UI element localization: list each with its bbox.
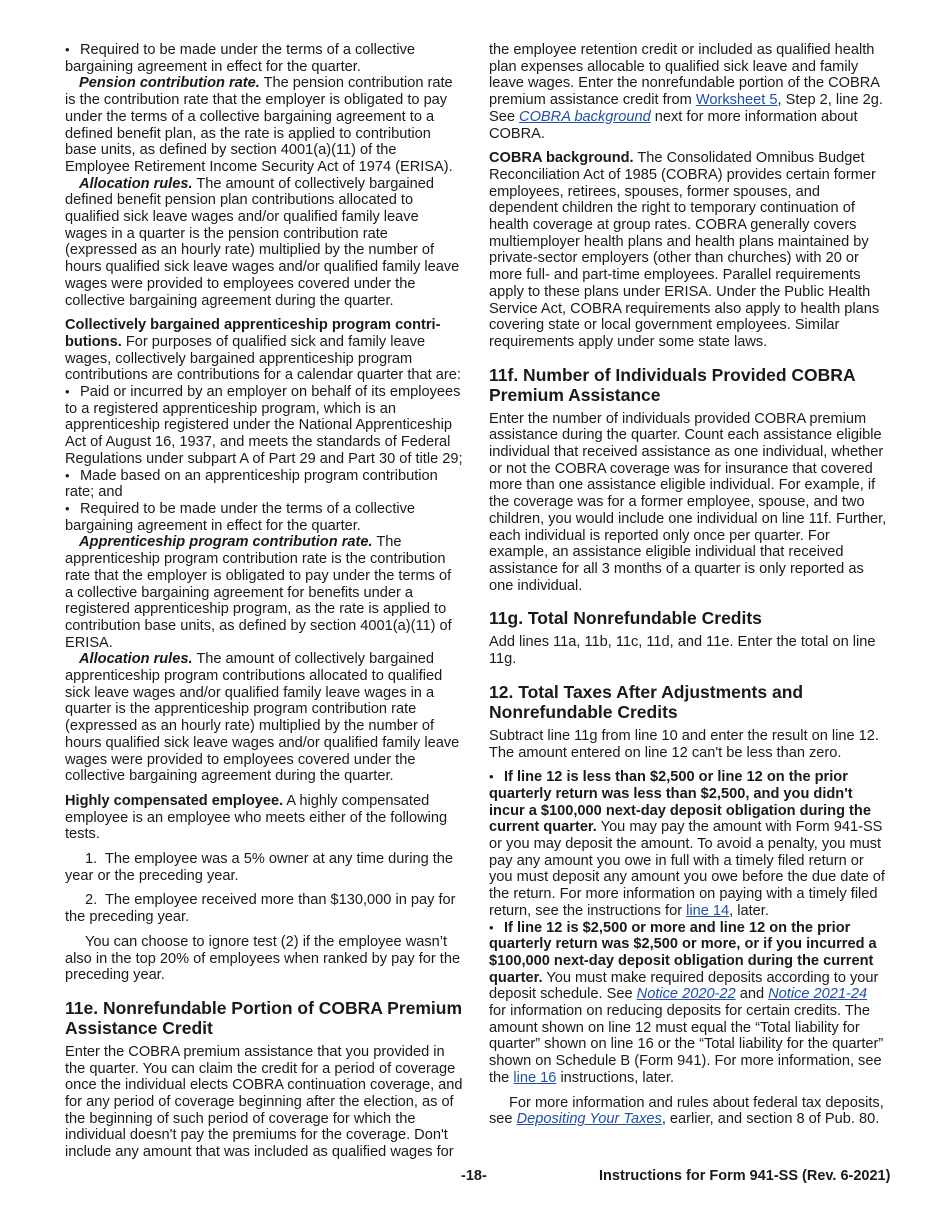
link-notice-2020-22[interactable]: Notice 2020-22: [636, 986, 736, 1003]
more-info-deposits: For more information and rules about federal tax deposits, see Depositing Your Taxes, earlier, and section 8 of Pub. 80.: [489, 1094, 884, 1128]
page-number: -18-: [461, 1168, 487, 1184]
link-worksheet-5[interactable]: Worksheet 5: [695, 92, 778, 109]
heading-11e: 11e. Nonrefundable Portion of COBRA Premium Assistance Credit: [65, 997, 463, 1038]
link-notice-2021-24[interactable]: Notice 2021-24: [768, 986, 868, 1003]
link-line-14[interactable]: line 14: [686, 902, 730, 919]
test-2: 2. The employee received more than $130,000 in pay for the preceding year.: [65, 892, 456, 926]
text-11f: Enter the number of individuals provided COBRA premium assistance during the quarter. Count each assistance eligible individual that received assistance as one individual, whether or not the COBRA coverage was for insurance that covered more than one assistance eligible individual. For example, if the coverage was for a former employee, spouse, and two children, you would include one individual on line 11f. Further, each individual is reported only once per quarter. For example, an assistance eligible individual that received assistance for all 3 months of a quarter is only reported as one individual.: [489, 410, 887, 594]
heading-12: 12. Total Taxes After Adjustments and Nonrefundable Credits: [489, 681, 804, 722]
footer-title: Instructions for Form 941-SS (Rev. 6-2021): [599, 1168, 891, 1184]
text-12: Subtract line 11g from line 10 and enter the result on line 12. The amount entered on line 12 can't be less than zero.: [489, 727, 879, 761]
link-cobra-background[interactable]: COBRA background: [519, 108, 651, 125]
bullet-less-than-2500: • If line 12 is less than $2,500 or line 12 on the prior quarterly return was less than $2,500, and you didn't incur a $100,000 next-day deposit obligation during the current quarter. You may pay the amount with Form 941-SS or you may deposit the amount. To avoid a penalty, you must pay any amount you owe in full with a timely filed return or you must deposit any amount you owe before the due date of the return. For more information on paying with a timely filed return, see the instructions for line 14, later.: [489, 769, 887, 919]
bullet-made-based: • Made based on an apprenticeship program contribution rate; and: [65, 468, 463, 501]
left-column: [65, 42, 463, 1161]
bullet-required-terms-2: • Required to be made under the terms of a collective bargaining agreement in effect for the quarter.: [65, 501, 463, 534]
apprenticeship-contributions: Collectively bargained apprenticeship program contri-butions. For purposes of qualified sick and family leave wages, collectively bargained apprenticeship program contributions are contributions for a calendar quarter that are:: [65, 317, 461, 384]
heading-11f: 11f. Number of Individuals Provided COBRA Premium Assistance: [489, 364, 855, 405]
link-depositing-your-taxes[interactable]: Depositing Your Taxes: [516, 1111, 662, 1128]
bullet-paid-incurred: • Paid or incurred by an employer on behalf of its employees to a registered apprenticeship program, which is an apprenticeship registered under the National Apprenticeship Act of August 16, 1937, and meets the standards of Federal Regulations under subpart A of Part 29 and Part 30 of title 29;: [65, 384, 463, 468]
text-11e-continued: the employee retention credit or included as qualified health plan expenses allocable to qualified sick leave and family leave wages. Enter the nonrefundable portion of the COBRA premium assistance credit from Worksheet 5, Step 2, line 2g. See COBRA background next for more information about COBRA.: [489, 42, 883, 142]
highly-compensated-employee: Highly compensated employee. A highly compensated employee is an employee who meets either of the following tests.: [65, 792, 448, 843]
pension-contribution-rate: Pension contribution rate. The pension contribution rate is the contribution rate that the employer is obligated to pay under the terms of a collective bargaining agreement to a defined benefit plan, as the rate is applied to contribution base units, as defined by section 4001(a)(11) of the Employee Retirement Income Security Act of 1974 (ERISA).: [65, 75, 453, 175]
cobra-background: COBRA background. The Consolidated Omnibus Budget Reconciliation Act of 1985 (COBRA) provides certain former employees, retirees, spouses, former spouses, and dependent children the right to temporary continuation of health coverage at group rates. COBRA generally covers multiemployer health plans and health plans maintained by private-sector employers (other than churches) with 20 or more full- and part-time employees. Parallel requirements apply to these plans under ERISA. Under the Public Health Service Act, COBRA requirements also apply to health plans covering state or local government employees. Similar requirements apply under some state laws.: [489, 150, 880, 350]
text-11g: Add lines 11a, 11b, 11c, 11d, and 11e. Enter the total on line 11g.: [489, 634, 876, 668]
link-line-16[interactable]: line 16: [513, 1069, 557, 1086]
allocation-rules-pension: Allocation rules. The amount of collectively bargained defined benefit pension plan contributions allocated to qualified sick leave wages and/or qualified family leave wages in a quarter is the pension contribution rate (expressed as an hourly rate) multiplied by the number of hours qualified sick leave wages and/or qualified family leave wages were provided to employees covered under the collective bargaining agreement during the quarter.: [65, 175, 460, 309]
right-column: [489, 42, 887, 1136]
test-1: 1. The employee was a 5% owner at any time during the year or the preceding year.: [65, 851, 454, 884]
ignore-test-note: You can choose to ignore test (2) if the employee wasn’t also in the top 20% of employees when ranked by pay for the preceding year.: [65, 933, 461, 984]
text-11e: Enter the COBRA premium assistance that you provided in the quarter. You can claim the credit for a period of coverage once the individual elects COBRA continuation coverage, and for any period of coverage beginning after the election, as of the beginning of such period of coverage for which the individual doesn't pay the premiums for the coverage. Don't include any amount that was included as qualified wages for: [65, 1043, 463, 1161]
bullet-2500-or-more: • If line 12 is $2,500 or more and line 12 on the prior quarterly return was $2,500 or more, or if you incurred a $100,000 next-day deposit obligation during the current quarter. You must make required deposits according to your deposit schedule. See Notice 2020-22 and Notice 2021-24 for information on reducing deposits for certain credits. The amount shown on line 12 must equal the “Total liability for quarter” shown on line 16 or the “Total liability for the quarter” shown on Schedule B (Form 941). For more information, see the line 16 instructions, later.: [489, 920, 887, 1087]
bullet-required-terms: • Required to be made under the terms of a collective bargaining agreement in effect for the quarter.: [65, 42, 463, 75]
apprenticeship-rate: Apprenticeship program contribution rate. The apprenticeship program contribution rate is the contribution rate that the employer is obligated to pay under the terms of a collective bargaining agreement for benefits under a registered apprenticeship program, as the rate is applied to contribution base units, as defined by section 4001(a)(11) of ERISA.: [65, 534, 452, 651]
allocation-rules-apprenticeship: Allocation rules. The amount of collectively bargained apprenticeship program contributions allocated to qualified sick leave wages and/or qualified family leave wages in a quarter is the apprenticeship program contribution rate (expressed as an hourly rate) multiplied by the number of hours qualified sick leave wages and/or qualified family leave wages were provided to employees covered under the collective bargaining agreement during the quarter.: [65, 651, 460, 785]
heading-11g: 11g. Total Nonrefundable Credits: [489, 608, 762, 629]
